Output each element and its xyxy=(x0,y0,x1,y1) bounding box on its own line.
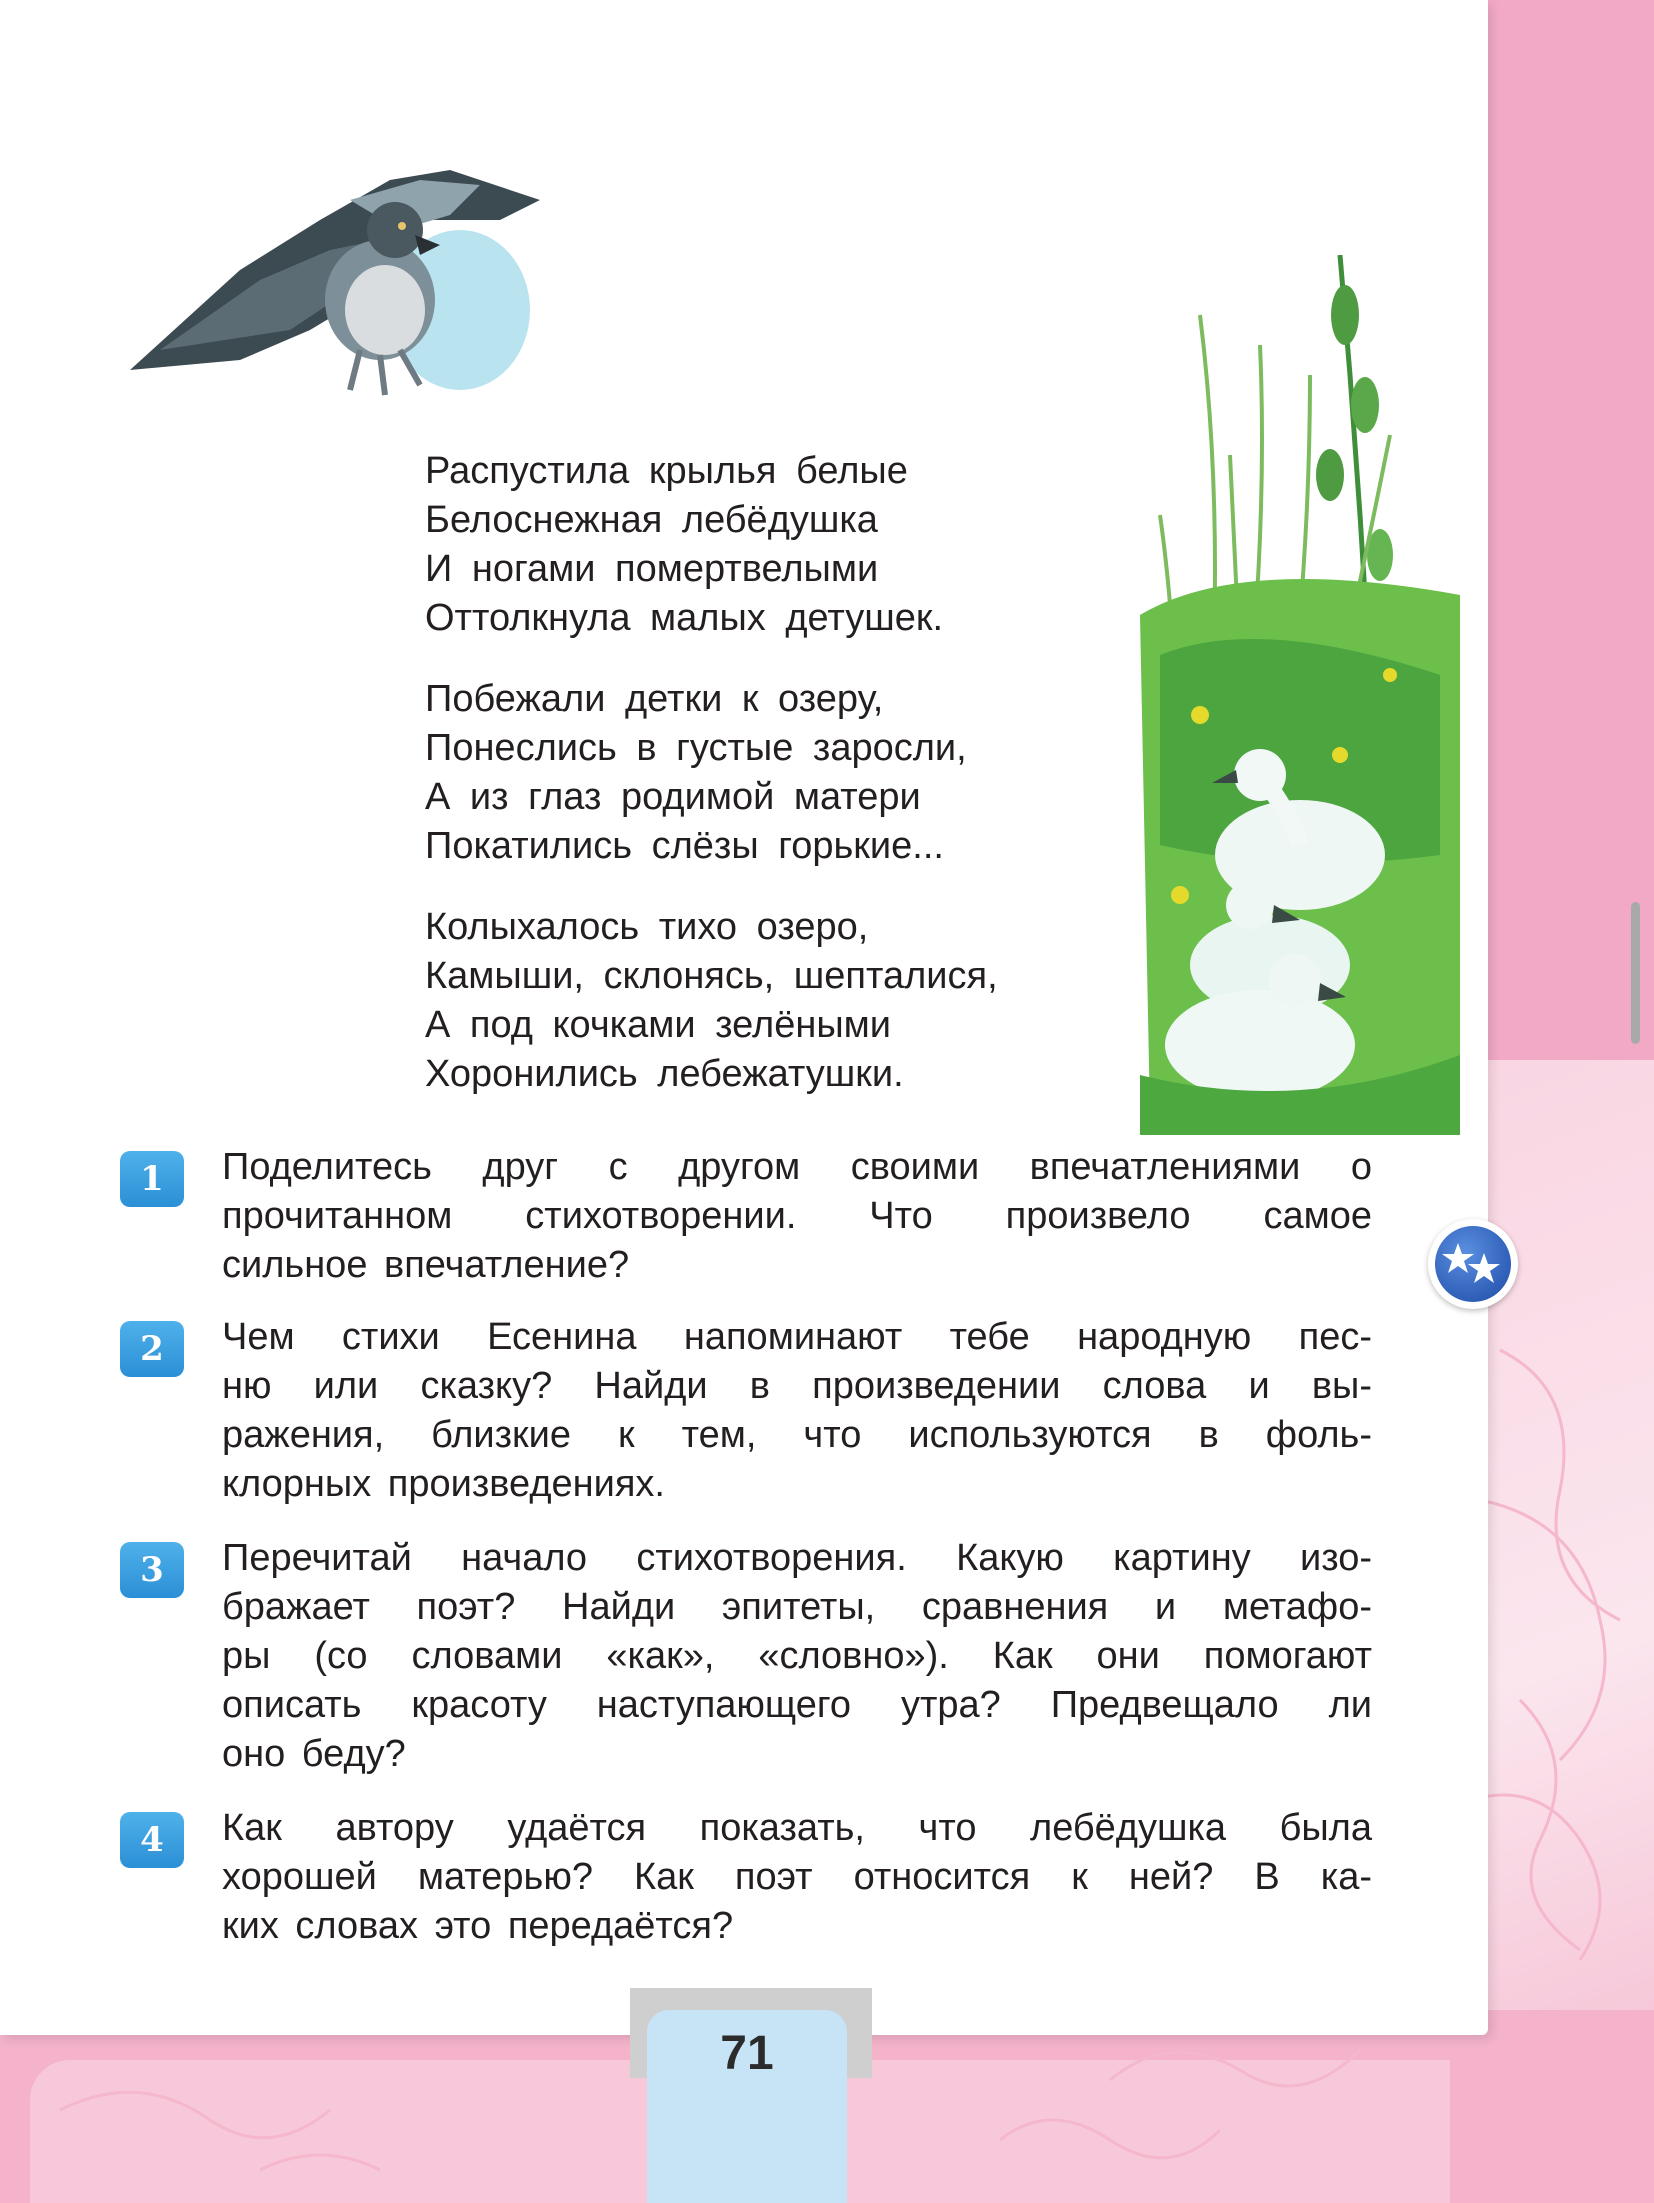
question-line: Чем стихи Есенина напоминают тебе народную пес- xyxy=(222,1316,1372,1358)
poem-stanza-3 xyxy=(425,903,1125,1099)
question-line: ражения, близкие к тем, что используются в фоль- xyxy=(222,1414,1372,1456)
page-number: 71 xyxy=(720,2027,774,2080)
question-line: хорошей матерью? Как поэт относится к ней? В ка- xyxy=(222,1856,1372,1898)
question-line: ню или сказку? Найди в произведении слова и вы- xyxy=(222,1365,1372,1407)
question-number-badge: 2 xyxy=(120,1321,184,1377)
question-line: Перечитай начало стихотворения. Какую картину изо- xyxy=(222,1537,1372,1579)
poem-line: Распустила крылья белые xyxy=(425,450,908,492)
swans-in-reeds-illustration xyxy=(1140,255,1470,1135)
question-number-badge: 3 xyxy=(120,1542,184,1598)
poem-line: Побежали детки к озеру, xyxy=(425,678,884,720)
poem-line: А под кочками зелёными xyxy=(425,1004,891,1046)
hawk-illustration xyxy=(120,160,560,400)
question-line: клорных произведениях. xyxy=(222,1463,665,1505)
question-text xyxy=(222,1804,1372,1951)
two-stars-button-face[interactable] xyxy=(1435,1226,1511,1302)
question-line: бражает поэт? Найди эпитеты, сравнения и метафо- xyxy=(222,1586,1372,1628)
page-number-tab xyxy=(647,2010,847,2203)
question-line: прочитанном стихотворении. Что произвело самое xyxy=(222,1195,1372,1237)
poem-line: А из глаз родимой матери xyxy=(425,776,921,818)
poem-line: Хоронились лебежатушки. xyxy=(425,1053,904,1095)
two-stars-icon xyxy=(1440,1239,1506,1289)
scrollbar-thumb[interactable] xyxy=(1631,902,1640,1044)
poem xyxy=(425,447,1125,1131)
poem-line: Колыхалось тихо озеро, xyxy=(425,906,869,948)
question-line: описать красоту наступающего утра? Предвещало ли xyxy=(222,1684,1372,1726)
poem-line: Белоснежная лебёдушка xyxy=(425,499,878,541)
question-text xyxy=(222,1534,1372,1779)
poem-line: И ногами помертвелыми xyxy=(425,548,879,590)
question-line: ры (со словами «как», «словно»). Как они помогают xyxy=(222,1635,1372,1677)
poem-line: Понеслись в густые заросли, xyxy=(425,727,967,769)
question-number-badge: 4 xyxy=(120,1812,184,1868)
question-line: оно беду? xyxy=(222,1733,406,1775)
poem-line: Покатились слёзы горькие... xyxy=(425,825,944,867)
poem-line: Камыши, склонясь, шепталися, xyxy=(425,955,998,997)
question-line: сильное впечатление? xyxy=(222,1244,630,1286)
two-stars-button[interactable] xyxy=(1428,1219,1518,1309)
question-text xyxy=(222,1143,1372,1290)
question-line: Как автору удаётся показать, что лебёдушка была xyxy=(222,1807,1372,1849)
poem-stanza-2 xyxy=(425,675,1125,871)
poem-stanza-1 xyxy=(425,447,1125,643)
question-line: ких словах это передаётся? xyxy=(222,1905,734,1947)
question-number-badge: 1 xyxy=(120,1151,184,1207)
question-line: Поделитесь друг с другом своими впечатлениями о xyxy=(222,1146,1372,1188)
poem-line: Оттолкнула малых детушек. xyxy=(425,597,944,639)
question-text xyxy=(222,1313,1372,1509)
